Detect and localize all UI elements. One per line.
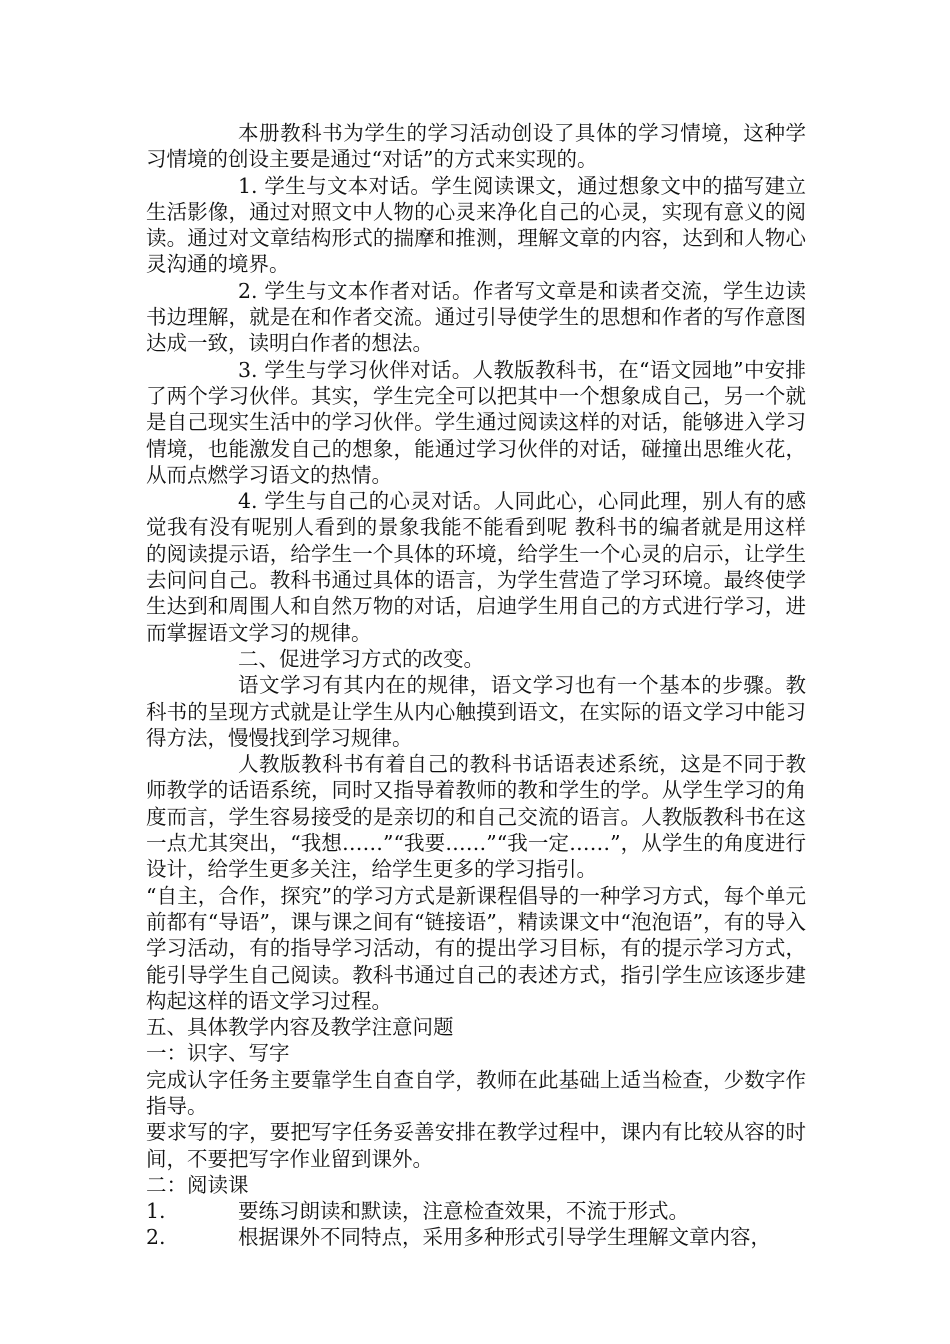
learning-rules-paragraph: 语文学习有其内在的规律，语文学习也有一个基本的步骤。教科书的呈现方式就是让学生从内心触摸到语文，在实际的语文学习中能习得方法，慢慢找到学习规律。: [146, 673, 806, 750]
list-item-number: 1.: [146, 1199, 166, 1224]
dialogue-self-paragraph: 4. 学生与自己的心灵对话。人同此心，心同此理，别人有的感觉我有没有呢别人看到的景象我能不能看到呢 教科书的编者就是用这样的阅读提示语，给学生一个具体的环境，给学生一个心灵的启示，让学生去问问自己。教科书通过具体的语言，为学生营造了学习环境。最终使学生达到和周围人和自然万物的对话，启迪学生用自己的方式进行学习，进而掌握语文学习的规律。: [146, 489, 806, 645]
list-item-text: 要练习朗读和默读，注意检查效果，不流于形式。: [238, 1199, 689, 1224]
writing-paragraph: 要求写的字，要把写字任务妥善安排在教学过程中，课内有比较从容的时间，不要把写字作业留到课外。: [146, 1120, 806, 1171]
section-heading-teaching-content: 五、具体教学内容及教学注意问题: [146, 1015, 454, 1040]
subheading-literacy-writing: 一：识字、写字: [146, 1041, 290, 1066]
literacy-paragraph: 完成认字任务主要靠学生自查自学，教师在此基础上适当检查，少数字作指导。: [146, 1067, 806, 1118]
dialogue-partner-paragraph: 3. 学生与学习伙伴对话。人教版教科书，在“语文园地”中安排了两个学习伙伴。其实，学生完全可以把其中一个想象成自己，另一个就是自己现实生活中的学习伙伴。学生通过阅读这样的对话，能够进入学习情境，也能激发自己的想象，能通过学习伙伴的对话，碰撞出思维火花，从而点燃学习语文的热情。: [146, 357, 806, 487]
textbook-discourse-paragraph: 人教版教科书有着自己的教科书话语表述系统，这是不同于教师教学的话语系统，同时又指导着教师的教和学生的学。从学生学习的角度而言，学生容易接受的是亲切的和自己交流的语言。人教版教科书在这一点尤其突出，“我想……”“我要……”“我一定……”，从学生的角度进行设计，给学生更多关注，给学生更多的学习指引。: [146, 752, 806, 882]
section-heading-learning-method: 二、促进学习方式的改变。: [238, 646, 484, 671]
document-page: [146, 120, 806, 1251]
intro-paragraph: 本册教科书为学生的学习活动创设了具体的学习情境，这种学习情境的创设主要是通过“对话”的方式来实现的。: [146, 121, 806, 172]
dialogue-text-paragraph: 1. 学生与文本对话。学生阅读课文，通过想象文中的描写建立生活影像，通过对照文中人物的心灵来净化自己的心灵，实现有意义的阅读。通过对文章结构形式的揣摩和推测，理解文章的内容，达到和人物心灵沟通的境界。: [146, 173, 806, 277]
inquiry-learning-paragraph: “自主，合作，探究”的学习方式是新课程倡导的一种学习方式，每个单元前都有“导语”，课与课之间有“链接语”，精读课文中“泡泡语”，有的导入学习活动，有的指导学习活动，有的提出学习目标，有的提示学习方式，能引导学生自己阅读。教科书通过自己的表述方式，指引学生应该逐步建构起这样的语文学习过程。: [146, 883, 806, 1013]
list-item-number: 2.: [146, 1225, 166, 1250]
list-item: [146, 1198, 806, 1224]
subheading-reading-class: 二：阅读课: [146, 1172, 249, 1197]
list-item: [146, 1224, 806, 1250]
list-item-text: 根据课外不同特点，采用多种形式引导学生理解文章内容，: [238, 1225, 771, 1250]
dialogue-author-paragraph: 2. 学生与文本作者对话。作者写文章是和读者交流，学生边读书边理解，就是在和作者交流。通过引导使学生的思想和作者的写作意图达成一致，读明白作者的想法。: [146, 278, 806, 356]
